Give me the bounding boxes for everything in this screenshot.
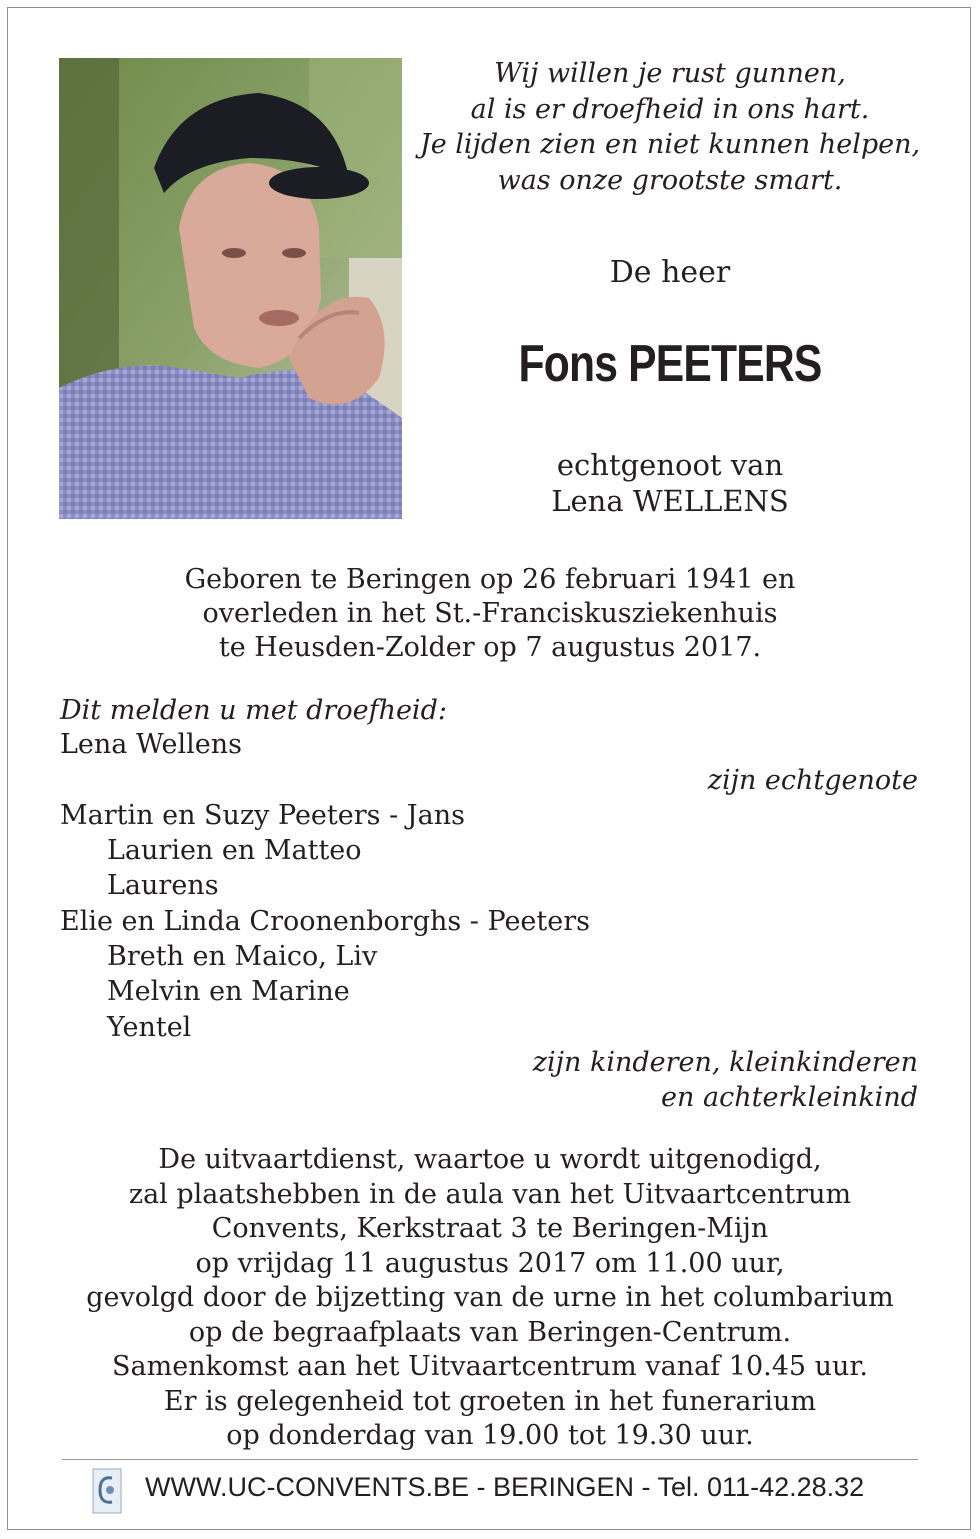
family-member: Laurien en Matteo [107,835,362,866]
funeral-line: op vrijdag 11 augustus 2017 om 11.00 uur, [195,1247,785,1279]
relation-line: echtgenoot van [556,448,784,482]
birth-death-info [30,563,950,665]
funeral-line: Samenkomst aan het Uitvaartcentrum vanaf 10.45 uur. [112,1351,868,1382]
poem-line: al is er droefheid in ons hart. [470,93,870,125]
family-member: Yentel [107,1012,192,1043]
children-relation: en achterkleinkind [661,1082,918,1113]
salutation: De heer [609,255,731,290]
children-relation: zijn kinderen, kleinkinderen [532,1047,918,1078]
poem-line: was onze grootste smart. [497,164,843,196]
family-member: Elie en Linda Croonenborghs - Peeters [60,906,591,937]
birth-death-line: Geboren te Beringen op 26 februari 1941 en [184,564,796,595]
poem-line: Je lijden zien en niet kunnen helpen, [419,129,921,160]
birth-death-line: overleden in het St.-Franciskusziekenhuis [202,598,778,629]
poem-line: Wij willen je rust gunnen, [494,58,846,89]
funeral-home-logo-icon [92,1468,122,1514]
spouse-relation: zijn echtgenote [707,765,918,796]
spouse-name: Lena WELLENS [551,484,789,518]
funeral-line: op donderdag van 19.00 tot 19.30 uur. [226,1420,754,1451]
birth-death-line: te Heusden-Zolder op 7 augustus 2017. [218,632,762,663]
funeral-info [20,1143,960,1454]
family-spouse: Lena Wellens [60,729,242,760]
funeral-line: De uitvaartdienst, waartoe u wordt uitgenodigd, [158,1144,822,1175]
funeral-line: Convents, Kerkstraat 3 te Beringen-Mijn [211,1213,769,1244]
funeral-line: Er is gelegenheid tot groeten in het funerarium [163,1385,817,1417]
portrait-photo [59,58,402,519]
family-member: Laurens [107,870,219,901]
funeral-line: gevolgd door de bijzetting van de urne in het columbarium [86,1282,894,1313]
footer-divider [62,1459,918,1460]
family-member: Breth en Maico, Liv [107,941,378,972]
family-member: Melvin en Marine [107,976,350,1007]
family-member: Martin en Suzy Peeters - Jans [60,800,465,831]
footer-contact: WWW.UC-CONVENTS.BE - BERINGEN - Tel. 011-42.28.32 [145,1472,865,1502]
spouse-block [415,447,925,519]
funeral-line: op de begraafplaats van Beringen-Centrum. [188,1316,792,1348]
funeral-line: zal plaatshebben in de aula van het Uitvaartcentrum [128,1178,852,1210]
family-intro: Dit melden u met droefheid: [60,695,447,726]
deceased-name: Fons PEETERS [518,335,822,393]
poem [415,56,925,198]
